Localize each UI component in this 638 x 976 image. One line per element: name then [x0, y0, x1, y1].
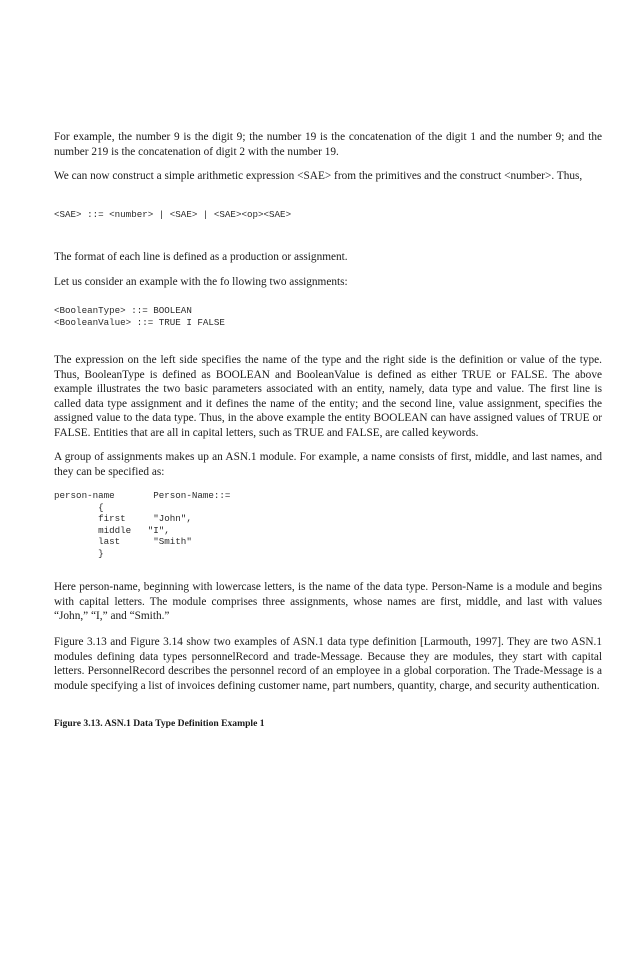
code-boolean-assignments: <BooleanType> ::= BOOLEAN <BooleanValue> ::= TRUE I FALSE: [54, 305, 225, 328]
paragraph-sae-intro: We can now construct a simple arithmetic expression <SAE> from the primitives and the construct <number>. Thus,: [54, 170, 583, 182]
figure-caption: Figure 3.13. ASN.1 Data Type Definition Example 1: [54, 718, 265, 729]
paragraph-number-example: For example, the number 9 is the digit 9; the number 19 is the concatenation of the digit 1 and the number 9; and the number 219 is the concatenation of digit 2 with the number 19.: [54, 131, 602, 158]
paragraph-format: The format of each line is defined as a production or assignment.: [54, 251, 348, 263]
paragraph-assignments-intro: Let us consider an example with the fo llowing two assignments:: [54, 276, 348, 288]
paragraph-module-intro: A group of assignments makes up an ASN.1 module. For example, a name consists of first, middle, and last names, and they can be specified as:: [54, 451, 602, 478]
paragraph-person-name-explanation: Here person-name, beginning with lowercase letters, is the name of the data type. Person-Name is a module and begins with capital letters. The module comprises three assignments, whose names are first, middle, and last with values “John,” “I,” and “Smith.”: [54, 581, 602, 623]
paragraph-figure-reference: Figure 3.13 and Figure 3.14 show two examples of ASN.1 data type definition [Larmouth, 1997]. They are two ASN.1 modules defining data types personnelRecord and trade-Message. Because they are modules, they start with capital letters. PersonnelRecord describes the personnel record of an employee in a global corporation. The Trade-Message is a module specifying a list of invoices defining customer name, part numbers, quantity, charge, and security authentication.: [54, 636, 602, 692]
code-sae-production: <SAE> ::= <number> | <SAE> | <SAE><op><SAE>: [54, 209, 292, 220]
code-person-name-module: person-name Person-Name::= { first "John", middle "I", last "Smith" }: [54, 490, 231, 559]
paragraph-expression-explanation: The expression on the left side specifies the name of the type and the right side is the definition or value of the type. Thus, BooleanType is defined as BOOLEAN and BooleanValue is defined as either TRUE or FALSE. The above example illustrates the two basic parameters associated with an entity, namely, data type and value. The first line is called data type assignment and it defines the name of the entity; and the second line, value assignment, specifies the assigned value to the data type. Thus, in the above example the entity BOOLEAN can have assigned values of TRUE or FALSE. Entities that are all in capital letters, such as TRUE and FALSE, are called keywords.: [54, 354, 602, 439]
